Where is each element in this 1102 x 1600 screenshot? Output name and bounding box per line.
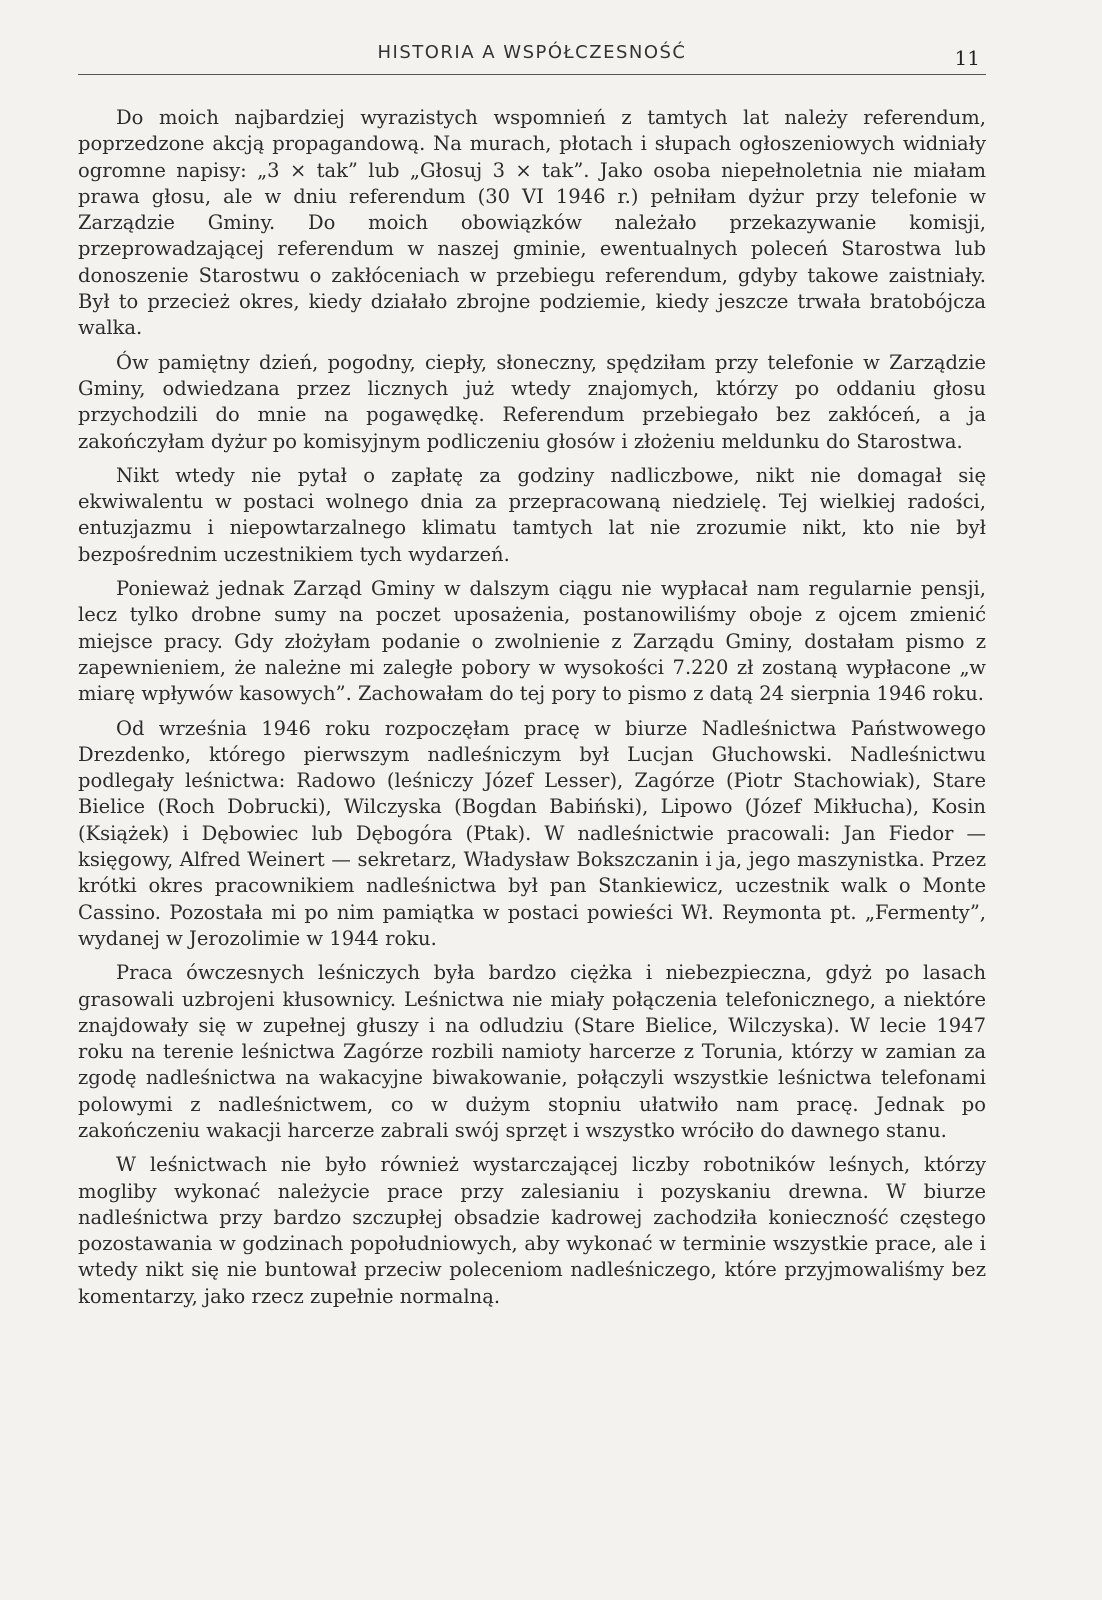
paragraph: Nikt wtedy nie pytał o zapłatę za godziny nadliczbowe, nikt nie domagał się ekwiwalentu w postaci wolnego dnia za przepracowaną niedzielę. Tej wielkiej radości, entuzjazmu i niepowtarzalnego klimatu tamtych lat nie zrozumie nikt, kto nie był bezpośrednim uczestnikiem tych wydarzeń. [78,463,986,566]
body-text [78,105,986,1310]
paragraph: Ponieważ jednak Zarząd Gminy w dalszym ciągu nie wypłacał nam regularnie pensji, lecz tylko drobne sumy na poczet uposażenia, postanowiliśmy oboje z ojcem zmienić miejsce pracy. Gdy złożyłam podanie o zwolnienie z Zarządu Gminy, dostałam pismo z zapewnieniem, że należne mi zaległe pobory w wysokości 7.220 zł zostaną wypłacone „w miarę wpływów kasowych”. Zachowałam do tej pory to pismo z datą 24 sierpnia 1946 roku. [78,577,986,706]
running-header [78,38,986,75]
paragraph: Od września 1946 roku rozpoczęłam pracę w biurze Nadleśnictwa Państwowego Drezdenko, którego pierwszym nadleśniczym był Lucjan Głuchowski. Nadleśnictwu podlegały leśnictwa: Radowo (leśniczy Józef Lesser), Zagórze (Piotr Stachowiak), Stare Bielice (Roch Dobrucki), Wilczyska (Bogdan Babiński), Lipowo (Józef Mikłucha), Kosin (Książek) i Dębowiec lub Dębogóra (Ptak). W nadleśnictwie pracowali: Jan Fiedor — księgowy, Alfred Weinert — sekretarz, Władysław Bokszczanin i ja, jego maszynistka. Przez krótki okres pracownikiem nadleśnictwa był pan Stankiewicz, uczestnik walk o Monte Cassino. Pozostała mi po nim pamiątka w postaci powieści Wł. Reymonta pt. „Fermenty”, wydanej w Jerozolimie w 1944 roku. [78,716,986,950]
book-page [78,38,986,1578]
running-title: HISTORIA A WSPÓŁCZESNOŚĆ [377,42,687,63]
paragraph: Ów pamiętny dzień, pogodny, ciepły, słoneczny, spędziłam przy telefonie w Zarządzie Gminy, odwiedzana przez licznych już wtedy znajomych, którzy po oddaniu głosu przychodzili do mnie na pogawędkę. Referendum przebiegało bez zakłóceń, a ja zakończyłam dyżur po komisyjnym podliczeniu głosów i złożeniu meldunku do Starostwa. [78,350,986,453]
paragraph: Do moich najbardziej wyrazistych wspomnień z tamtych lat należy referendum, poprzedzone akcją propagandową. Na murach, płotach i słupach ogłoszeniowych widniały ogromne napisy: „3 ⨯ tak” lub „Głosuj 3 ⨯ tak”. Jako osoba niepełnoletnia nie miałam prawa głosu, ale w dniu referendum (30 VI 1946 r.) pełniłam dyżur przy telefonie w Zarządzie Gminy. Do moich obowiązków należało przekazywanie komisji, przeprowadzającej referendum w naszej gminie, ewentualnych poleceń Starostwa lub donoszenie Starostwu o zakłóceniach w przebiegu referendum, gdyby takowe zaistniały. Był to przecież okres, kiedy działało zbrojne podziemie, kiedy jeszcze trwała bratobójcza walka. [78,106,986,340]
paragraph: Praca ówczesnych leśniczych była bardzo ciężka i niebezpieczna, gdyż po lasach grasowali uzbrojeni kłusownicy. Leśnictwa nie miały połączenia telefonicznego, a niektóre znajdowały się w zupełnej głuszy i na odludziu (Stare Bielice, Wilczyska). W lecie 1947 roku na terenie leśnictwa Zagórze rozbili namioty harcerze z Torunia, którzy w zamian za zgodę nadleśnictwa na wakacyjne biwakowanie, połączyli wszystkie leśnictwa telefonami polowymi z nadleśnictwem, co w dużym stopniu ułatwiło nam pracę. Jednak po zakończeniu wakacji harcerze zabrali swój sprzęt i wszystko wróciło do dawnego stanu. [78,961,986,1142]
page-number: 11 [954,46,980,70]
paragraph: W leśnictwach nie było również wystarczającej liczby robotników leśnych, którzy mogliby wykonać należycie prace przy zalesianiu i pozyskaniu drewna. W biurze nadleśnictwa przy bardzo szczupłej obsadzie kadrowej zachodziła konieczność częstego pozostawania w godzinach popołudniowych, aby wykonać w terminie wszystkie prace, ale i wtedy nikt się nie buntował przeciw poleceniom nadleśniczego, które przyjmowaliśmy bez komentarzy, jako rzecz zupełnie normalną. [78,1153,986,1308]
